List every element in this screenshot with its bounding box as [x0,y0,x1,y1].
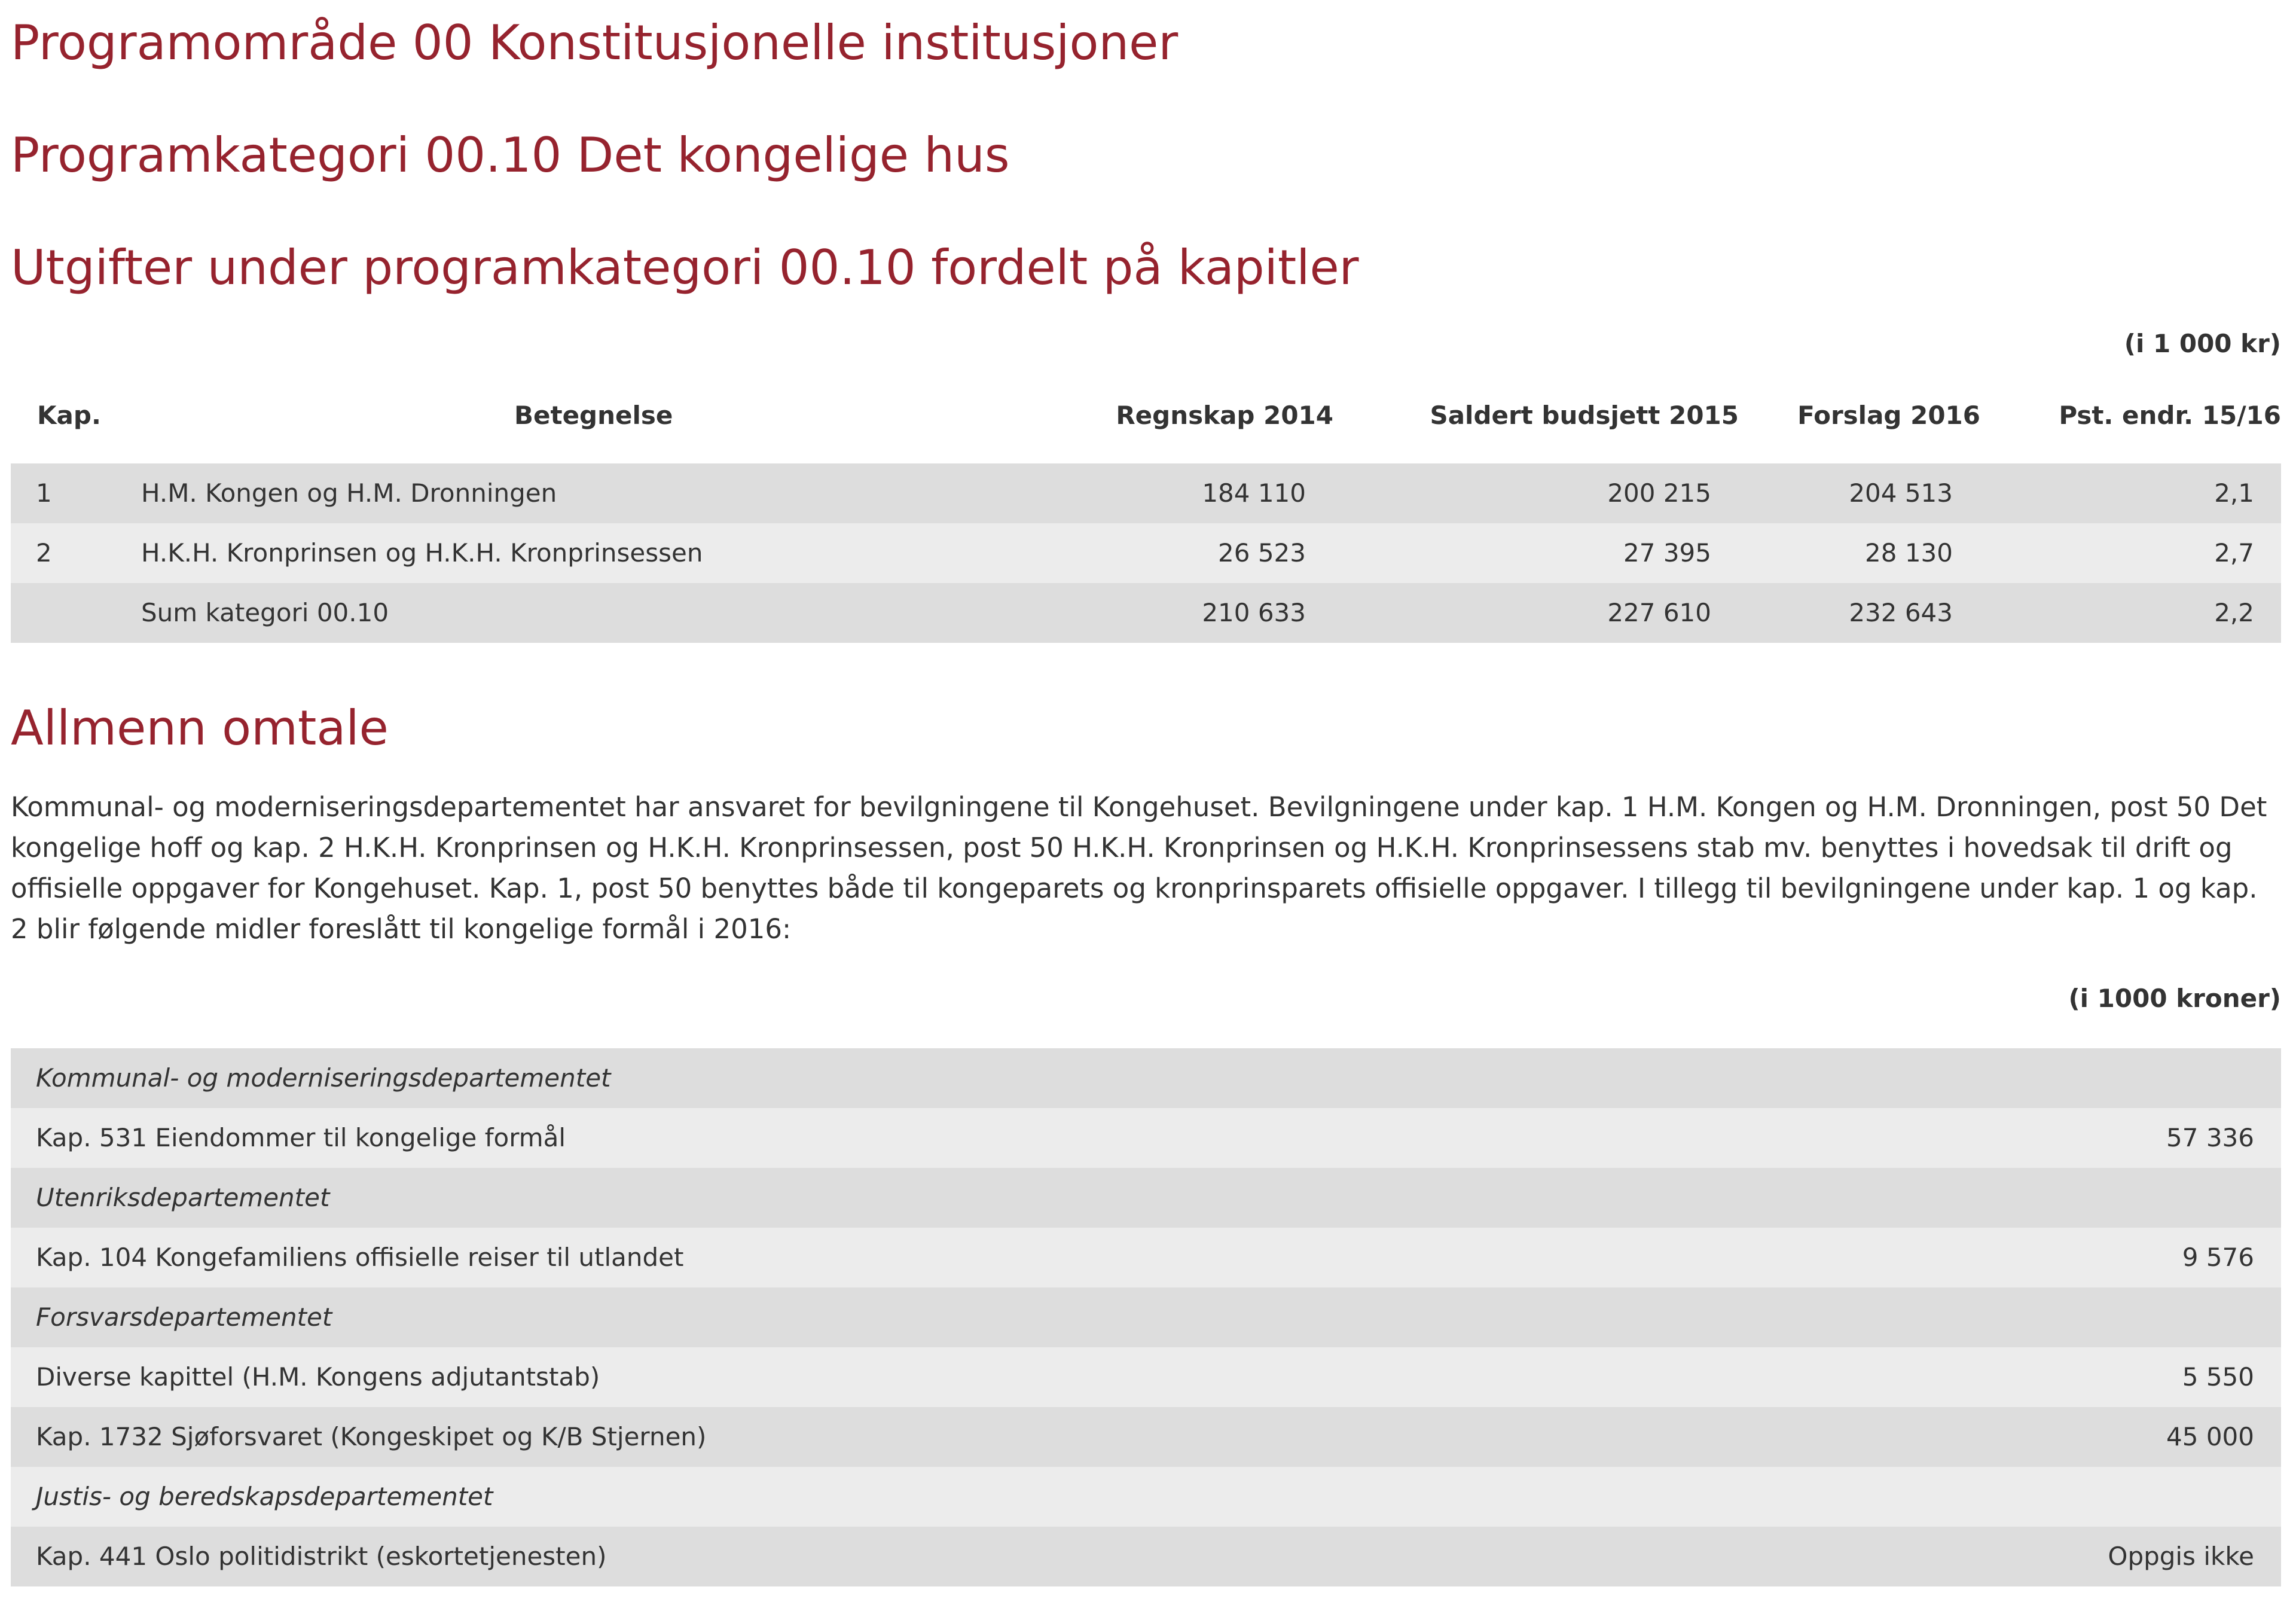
cell-saldert: 227 610 [1607,598,1711,627]
cell-value: 57 336 [2166,1123,2254,1152]
heading-programomrade: Programområde 00 Konstitusjonelle institusjoner [11,15,1178,71]
table1-row [11,523,2281,583]
cell-betegnelse: Sum kategori 00.10 [141,598,389,627]
cell-label: Diverse kapittel (H.M. Kongens adjutantstab) [36,1362,600,1392]
header-kap: Kap. [37,401,101,430]
table2-row [11,1108,2281,1168]
cell-regnskap: 26 523 [1218,538,1306,567]
header-saldert: Saldert budsjett 2015 [1430,401,1739,430]
cell-label: Forsvarsdepartementet [36,1302,332,1332]
cell-kap: 1 [36,478,52,508]
cell-label: Kommunal- og moderniseringsdepartementet [36,1063,611,1093]
cell-saldert: 27 395 [1623,538,1711,567]
cell-forslag: 28 130 [1865,538,1953,567]
cell-value: 9 576 [2182,1243,2254,1272]
header-regnskap: Regnskap 2014 [1116,401,1333,430]
table2-row [11,1407,2281,1467]
heading-programkategori: Programkategori 00.10 Det kongelige hus [11,127,1010,183]
cell-betegnelse: H.M. Kongen og H.M. Dronningen [141,478,557,508]
cell-saldert: 200 215 [1607,478,1711,508]
cell-regnskap: 184 110 [1202,478,1306,508]
cell-forslag: 232 643 [1849,598,1953,627]
table2-section-row [11,1168,2281,1228]
cell-pst: 2,2 [2214,598,2254,627]
body-paragraph: Kommunal- og moderniseringsdepartementet har ansvaret for bevilgningene til Kongehuset. Bevilgningene under kap. 1 H.M. Kongen og H.M. Dronningen, post 50 Det kongelige hoff og kap. 2 H.K.H. Kronprinsen og H.K.H. Kronprinsessen, post 50 H.K.H. Kronprinsen og H.K.H. Kronprinsessens stab mv. benyttes i hovedsak til drift og offisielle oppgaver for Kongehuset. Kap. 1, post 50 benyttes både til kongeparets og kronprinsparets offisielle oppgaver. I tillegg til bevilgningene under kap. 1 og kap. 2 blir følgende midler foreslått til kongelige formål i 2016: [11,791,2267,945]
table1-unit-label: (i 1 000 kr) [2124,329,2281,358]
table2-row [11,1347,2281,1407]
table2-section-row [11,1048,2281,1108]
header-betegnelse: Betegnelse [514,401,673,430]
cell-kap: 2 [36,538,52,567]
cell-value: Oppgis ikke [2108,1542,2254,1571]
table2-row [11,1527,2281,1586]
cell-regnskap: 210 633 [1202,598,1306,627]
cell-value: 45 000 [2166,1422,2254,1451]
heading-allmenn-omtale: Allmenn omtale [11,700,389,756]
cell-label: Kap. 104 Kongefamiliens offisielle reiser til utlandet [36,1243,684,1272]
cell-pst: 2,1 [2214,478,2254,508]
table2-section-row [11,1287,2281,1347]
cell-label: Justis- og beredskapsdepartementet [36,1482,493,1511]
cell-forslag: 204 513 [1849,478,1953,508]
cell-label: Kap. 1732 Sjøforsvaret (Kongeskipet og K/B Stjernen) [36,1422,707,1451]
cell-label: Kap. 441 Oslo politidistrikt (eskortetjenesten) [36,1542,607,1571]
cell-label: Kap. 531 Eiendommer til kongelige formål [36,1123,566,1152]
table2-unit-label: (i 1000 kroner) [2068,984,2281,1013]
cell-label: Utenriksdepartementet [36,1183,330,1212]
header-forslag: Forslag 2016 [1797,401,1980,430]
table2-section-row [11,1467,2281,1527]
header-pst-endr: Pst. endr. 15/16 [2059,401,2281,430]
cell-betegnelse: H.K.H. Kronprinsen og H.K.H. Kronprinsessen [141,538,703,567]
table2-row [11,1228,2281,1287]
table1-sum-row [11,583,2281,643]
heading-utgifter: Utgifter under programkategori 00.10 fordelt på kapitler [11,240,1359,295]
cell-value: 5 550 [2182,1362,2254,1392]
cell-pst: 2,7 [2214,538,2254,567]
table1-row [11,463,2281,523]
